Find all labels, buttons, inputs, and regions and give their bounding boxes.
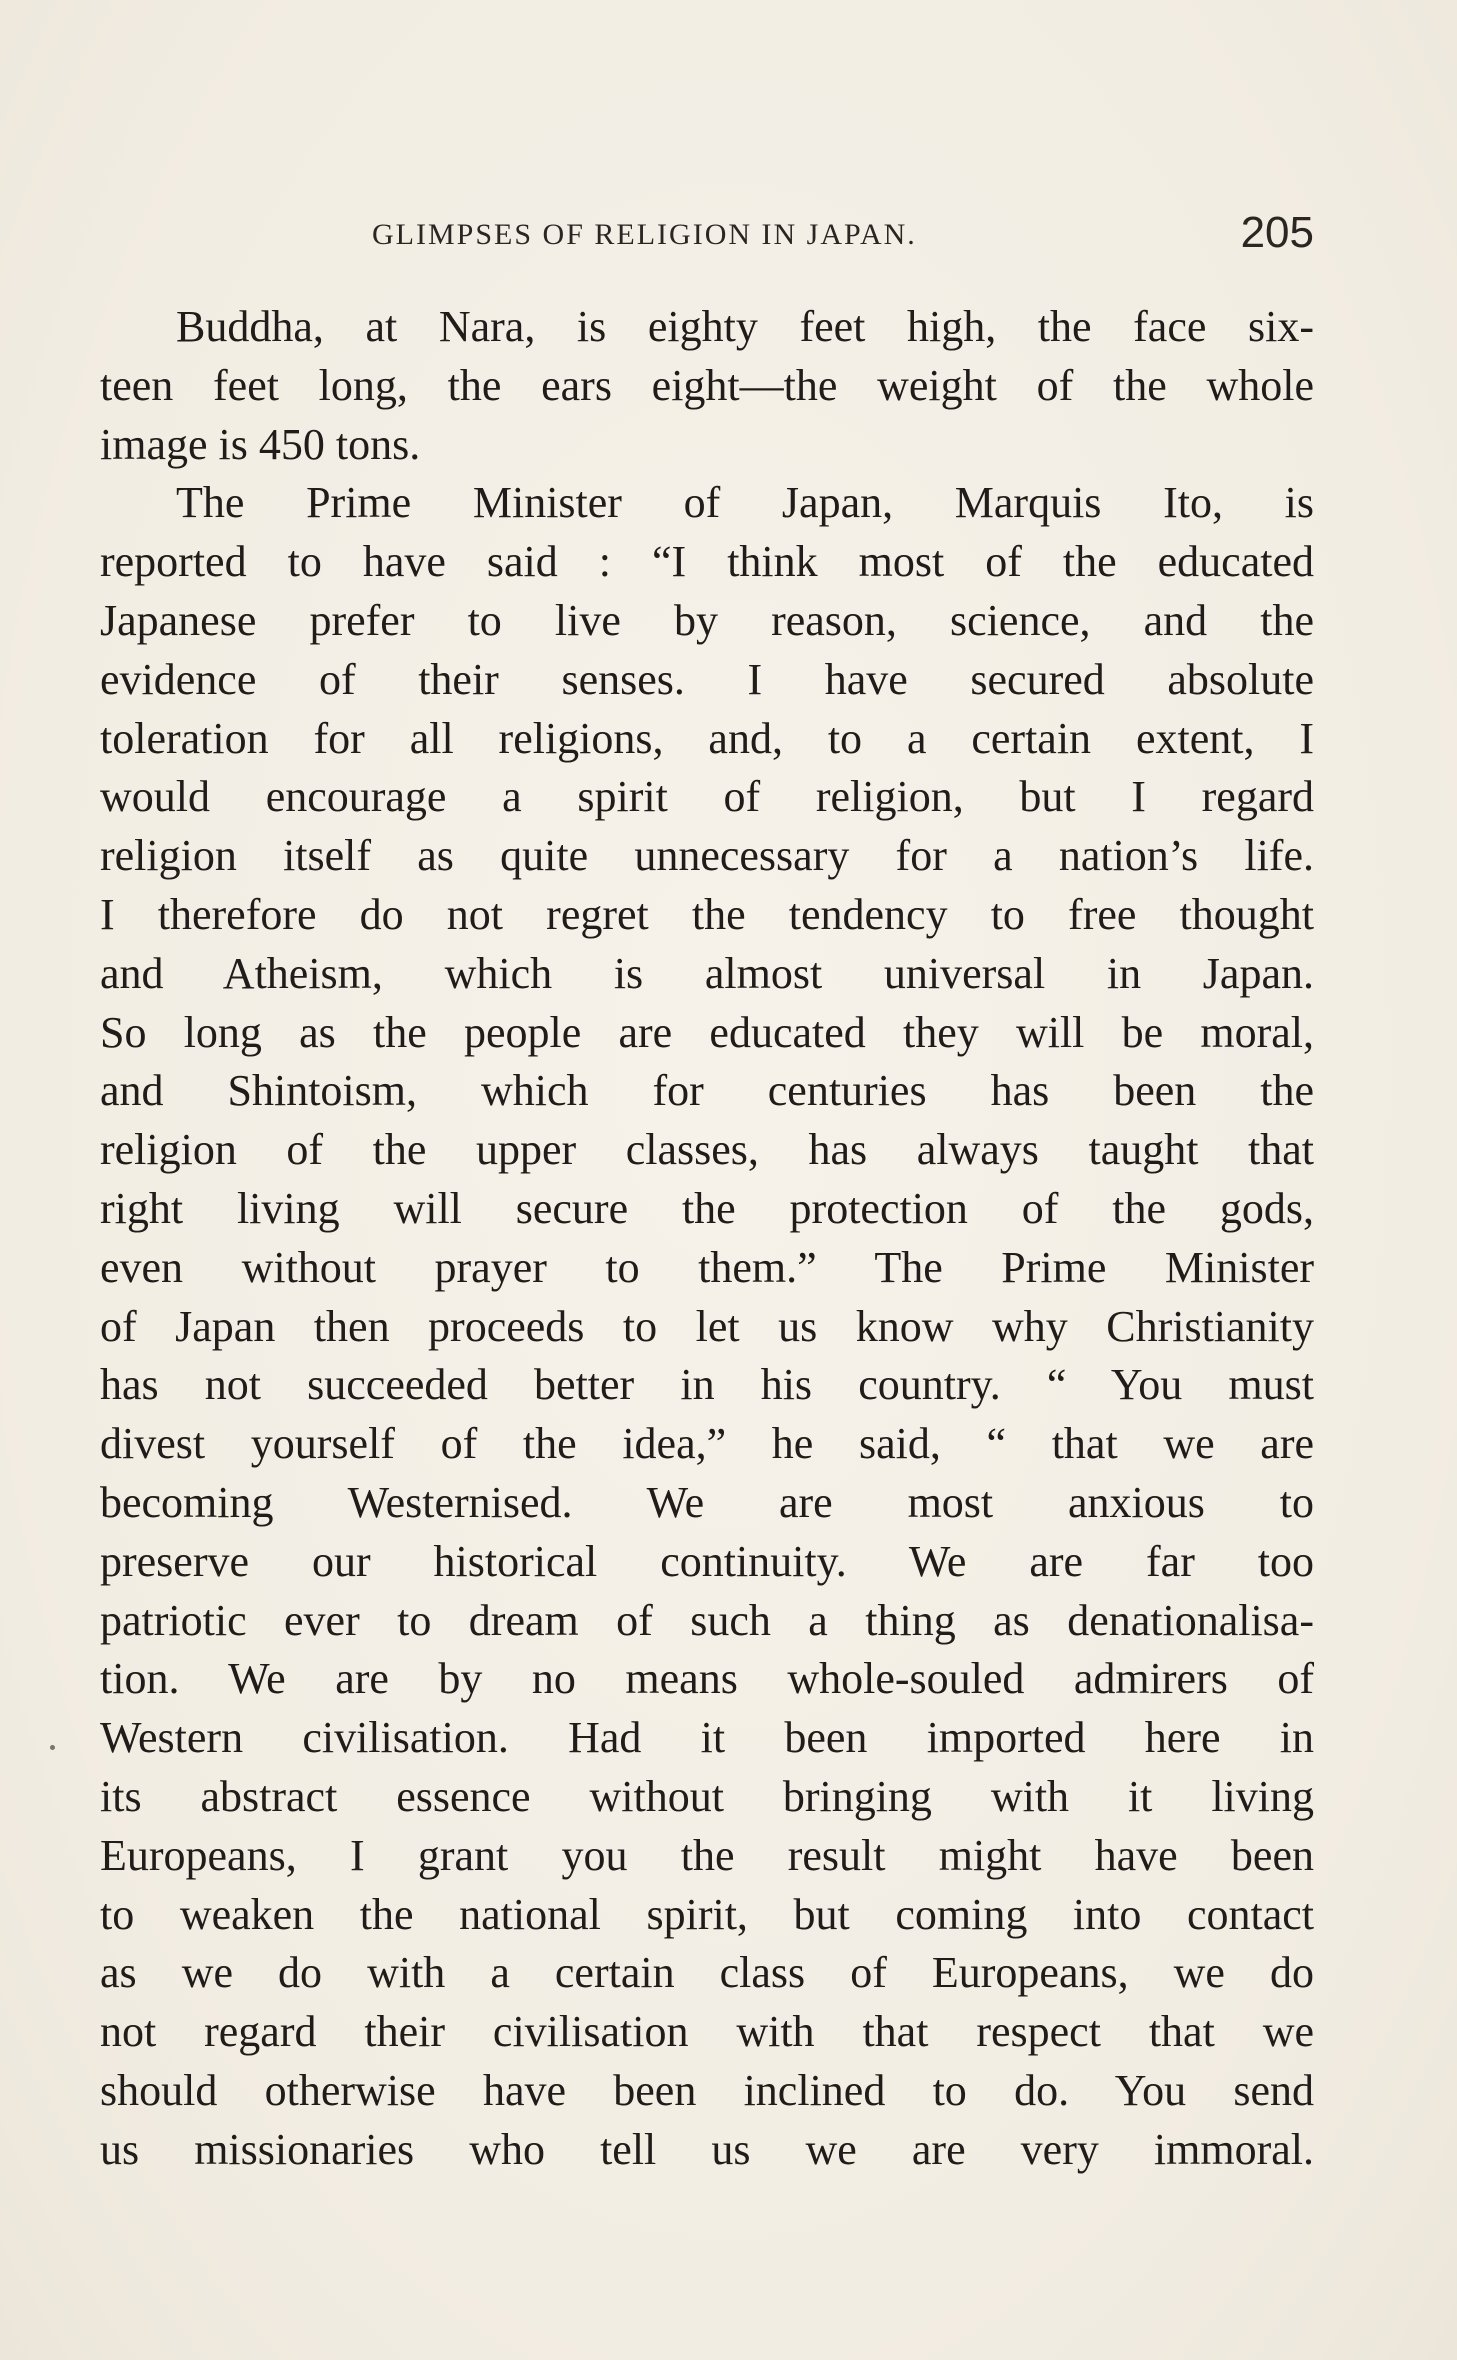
text-line: image is 450 tons. [100,419,421,469]
text-line: should otherwise have been inclined to do. You send [100,2065,1314,2115]
text-line: would encourage a spirit of religion, but I regard [100,772,1314,822]
text-line: religion of the upper classes, has always taught that [100,1125,1314,1175]
text-line: toleration for all religions, and, to a certain extent, I [100,713,1314,763]
text-line: Japanese prefer to live by reason, science, and the [100,595,1314,645]
text-line: So long as the people are educated they will be moral, [100,1007,1314,1057]
text-line: teen feet long, the ears eight—the weight of the whole [100,360,1314,410]
text-line: preserve our historical continuity. We are far too [100,1536,1314,1586]
text-line: and Atheism, which is almost universal in Japan. [100,948,1314,998]
text-line: us missionaries who tell us we are very immoral. [100,2124,1314,2174]
running-head: GLIMPSES OF RELIGION IN JAPAN. [372,218,917,251]
text-line: becoming Westernised. We are most anxious to [100,1477,1314,1527]
text-line: as we do with a certain class of Europeans, we do [100,1948,1314,1998]
text-line: Europeans, I grant you the result might have been [100,1830,1314,1880]
text-line: to weaken the national spirit, but coming into contact [100,1889,1314,1939]
page-number: 205 [1240,208,1314,257]
text-line: I therefore do not regret the tendency to free thought [100,889,1314,939]
text-line: and Shintoism, which for centuries has been the [100,1066,1314,1116]
text-line: patriotic ever to dream of such a thing as denationalisa- [100,1595,1314,1645]
text-line: right living will secure the protection of the gods, [100,1183,1314,1233]
text-line: evidence of their senses. I have secured absolute [100,654,1314,704]
text-line: of Japan then proceeds to let us know why Christianity [100,1301,1314,1351]
text-line: has not succeeded better in his country. “ You must [100,1360,1314,1410]
text-line: religion itself as quite unnecessary for a nation’s life. [100,831,1314,881]
text-line: its abstract essence without bringing with it living [100,1771,1314,1821]
text-line: even without prayer to them.” The Prime Minister [100,1242,1314,1292]
margin-mark [50,1745,55,1750]
body-text [100,298,1314,2180]
text-line: The Prime Minister of Japan, Marquis Ito, is [176,478,1314,528]
text-line: divest yourself of the idea,” he said, “ that we are [100,1419,1314,1469]
text-line: reported to have said : “I think most of the educated [100,537,1314,587]
text-line: Western civilisation. Had it been imported here in [100,1713,1314,1763]
text-line: not regard their civilisation with that respect that we [100,2007,1314,2057]
text-line: Buddha, at Nara, is eighty feet high, the face six- [176,302,1314,351]
page-header [100,208,1314,262]
text-line: tion. We are by no means whole-souled admirers of [100,1654,1314,1704]
